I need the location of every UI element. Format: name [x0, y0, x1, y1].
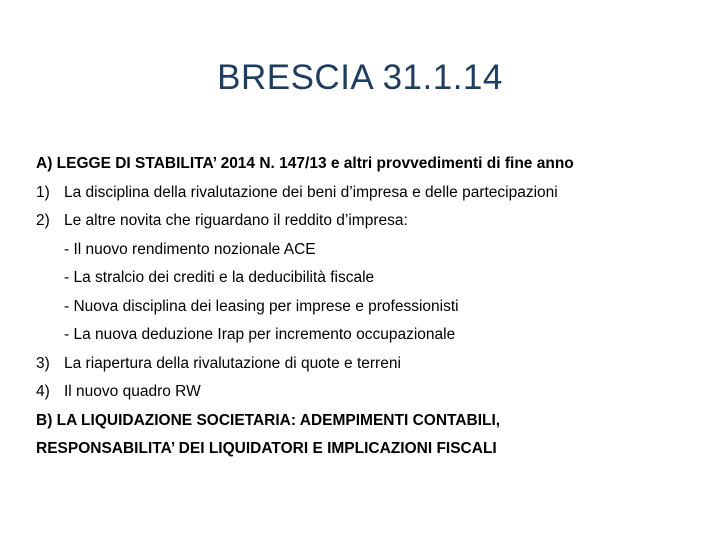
sub-item-irap: - La nuova deduzione Irap per incremento occupazionale: [64, 326, 456, 343]
list-item-4: [36, 378, 706, 407]
sub-item-ace: - Il nuovo rendimento nozionale ACE: [64, 240, 316, 258]
list-number-1: 1): [36, 183, 50, 201]
section-b-heading-line-2: RESPONSABILITA’ DEI LIQUIDATORI E IMPLICAZIONI FISCALI: [36, 440, 497, 457]
list-text-2: Le altre novita che riguardano il reddito d’impresa:: [64, 212, 408, 229]
section-a-heading: A) LEGGE DI STABILITA’ 2014 N. 147/13 e altri provvedimenti di fine anno: [36, 155, 574, 172]
list-text-3: La riapertura della rivalutazione di quote e terreni: [64, 354, 401, 372]
slide-title: BRESCIA 31.1.14: [217, 58, 503, 97]
list-text-4: Il nuovo quadro RW: [64, 383, 201, 400]
list-number-2: 2): [36, 212, 50, 229]
sub-item-crediti: - La stralcio dei crediti e la deducibilità fiscale: [64, 269, 375, 286]
sub-item-leasing: - Nuova disciplina dei leasing per imprese e professionisti: [64, 297, 459, 315]
list-number-3: 3): [36, 354, 50, 372]
list-number-4: 4): [36, 383, 50, 400]
list-item-3: [36, 350, 706, 379]
list-item-1: [36, 179, 706, 208]
list-item-2: [36, 207, 706, 236]
list-text-1: La disciplina della rivalutazione dei beni d’impresa e delle partecipazioni: [64, 183, 558, 201]
slide-body: [36, 150, 706, 464]
section-b-heading-line-1: B) LA LIQUIDAZIONE SOCIETARIA: ADEMPIMENTI CONTABILI,: [36, 411, 501, 429]
